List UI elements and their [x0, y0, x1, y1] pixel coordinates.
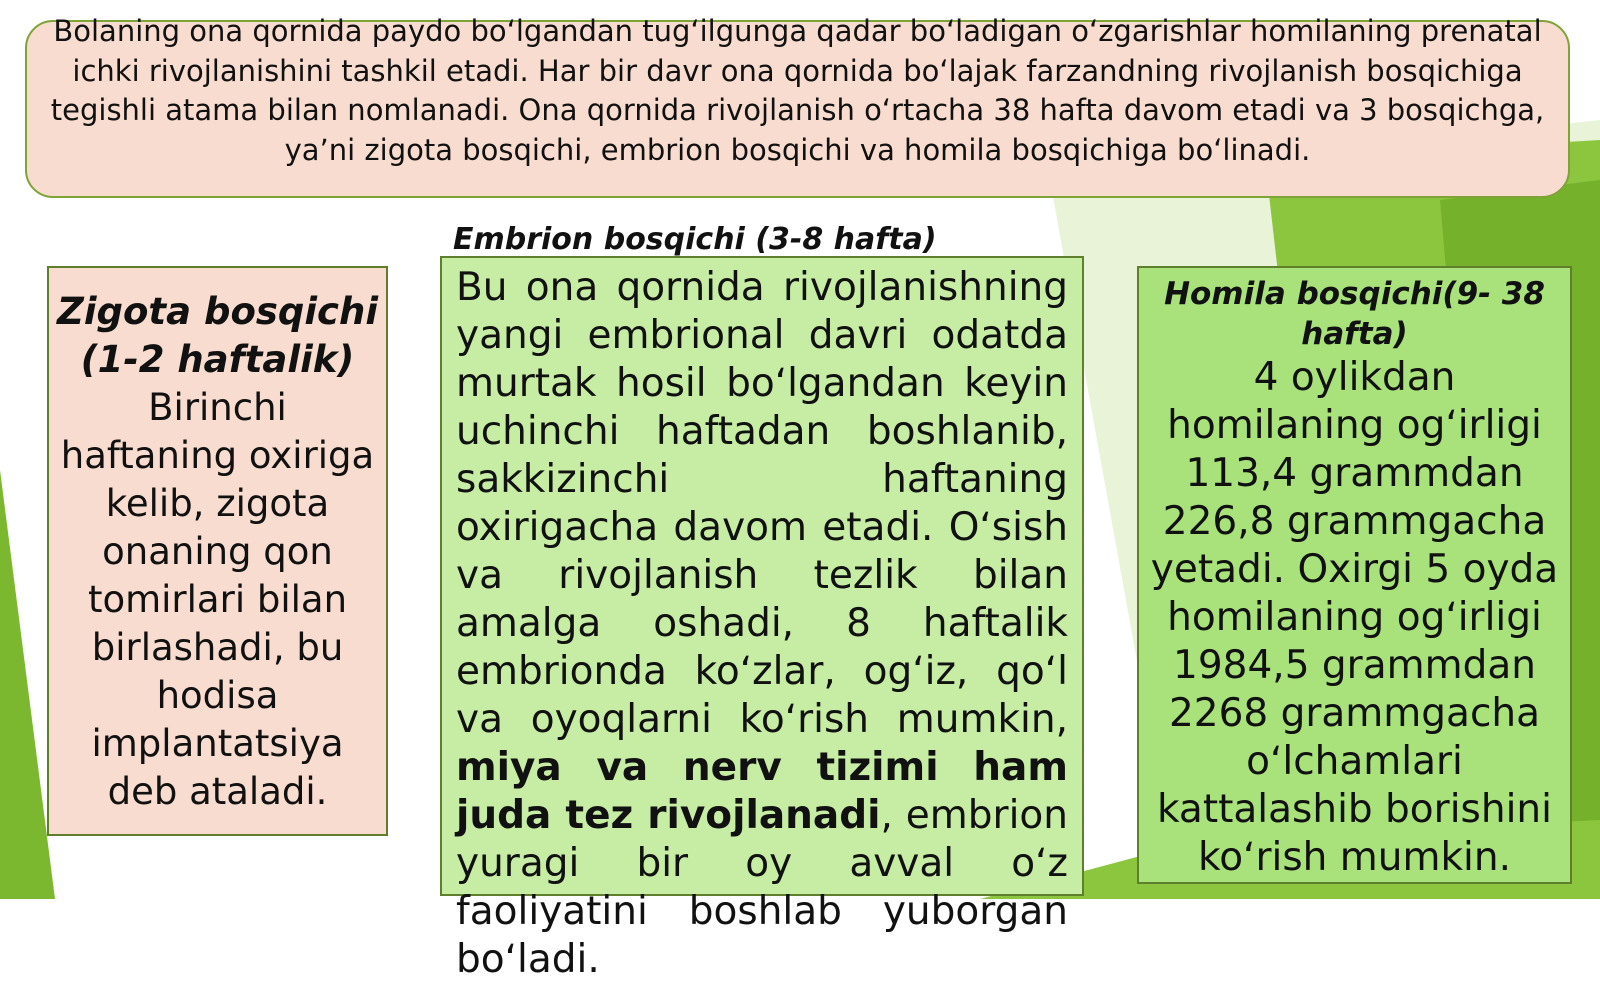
embryo-stage-text [456, 264, 1068, 984]
zygote-stage-text: Birinchi haftaning oxiriga kelib, zigota onaning qon tomirlari bilan birlashadi, bu hodisa implantatsiya deb ataladi. [60, 386, 375, 813]
zygote-stage-box [47, 266, 388, 836]
fetus-stage-text: 4 oylikdan homilaning og‘irligi 113,4 grammdan 226,8 grammgacha yetadi. Oxirgi 5 oyda homilaning og‘irligi 1984,5 grammdan 2268 grammgacha o‘lchamlari kattalashib borishini ko‘rish mumkin. [1150, 355, 1559, 880]
embryo-text-bold: miya va nerv tizimi ham juda tez rivojlanadi [456, 745, 1068, 838]
embryo-text-part-1: Bu ona qornida rivojlanishning yangi embrional davri odatda murtak hosil bo‘lgandan keyin uchinchi haftadan boshlanib, sakkizinchi haftaning oxirigacha davom etadi. O‘sish va rivojlanish tezlik bilan amalga oshadi, 8 haftalik embrionda ko‘zlar, og‘iz, qo‘l va oyoqlarni ko‘rish mumkin, [456, 265, 1068, 742]
zygote-stage-title: Zigota bosqichi (1-2 haftalik) [57, 290, 379, 381]
intro-text-box [25, 14, 1570, 198]
embryo-stage-box [440, 256, 1084, 982]
fetus-stage-box [1137, 266, 1572, 884]
fetus-stage-title: Homila bosqichi(9- 38 hafta) [1164, 276, 1545, 352]
embryo-text-part-2: , embrion yuragi bir oy avval o‘z faoliyatini boshlab yuborgan bo‘ladi. [456, 793, 1068, 982]
embryo-stage-title: Embrion bosqichi (3-8 hafta) [453, 222, 937, 257]
intro-paragraph: Bolaning ona qornida paydo bo‘lgandan tug‘ilgunga qadar bo‘ladigan o‘zgarishlar homilaning prenatal ichki rivojlanishini tashkil etadi. Har bir davr ona qornida bo‘lajak farzandning rivojlanish bosqichiga tegishli atama bilan nomlanadi. Ona qornida rivojlanish o‘rtacha 38 hafta davom etadi va 3 bosqichga, ya’ni zigota bosqichi, embrion bosqichi va homila bosqichiga bo‘linadi. [50, 14, 1545, 167]
